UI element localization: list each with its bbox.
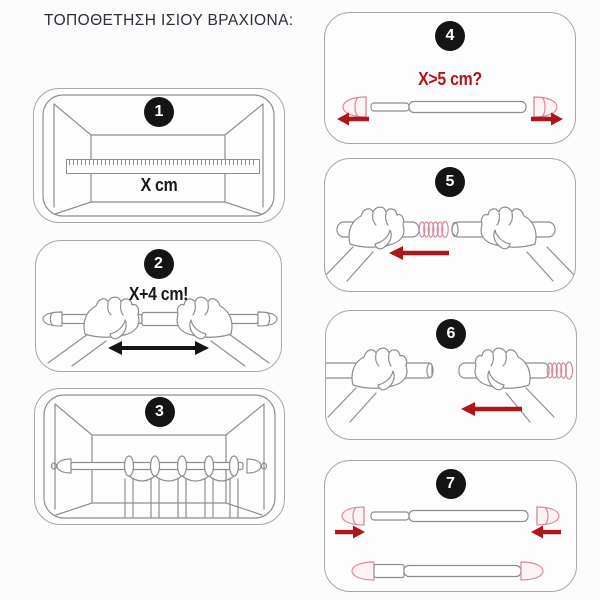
step-number-badge: 1: [144, 97, 174, 127]
step-panel-4: [324, 12, 576, 144]
spring-icon: [547, 362, 572, 379]
step-number-badge: 4: [435, 21, 465, 51]
ruler-icon: [66, 159, 260, 174]
page-title: ΤΟΠΟΘΕΤΗΣΗ ΙΣΙΟΥ ΒΡΑΧΙΟΝΑ:: [44, 12, 294, 29]
rod-thick-section: [409, 102, 526, 113]
step-panel-2: [35, 240, 282, 372]
red-arrow-left-icon: [389, 246, 449, 260]
right-end-cap: [537, 507, 559, 525]
step-panel-7: [324, 460, 577, 592]
rod-thick-section: [409, 511, 528, 522]
question-label: X>5 cm?: [418, 69, 482, 89]
rod-middle-sleeve: [142, 313, 182, 326]
left-end-cap: [342, 507, 364, 525]
left-end-cap-attached: [352, 562, 374, 580]
right-hand-icon: [481, 207, 536, 249]
right-end-cap-attached: [521, 562, 543, 580]
left-hand-icon: [352, 348, 407, 390]
rod-right-cap: [258, 312, 277, 326]
step-panel-5: [324, 158, 576, 292]
rod-thin-section: [371, 103, 409, 111]
right-hand-icon: [475, 348, 530, 390]
measure-label: X cm: [140, 175, 178, 195]
red-arrow-left-icon: [461, 402, 522, 416]
step-panel-1: [33, 88, 285, 223]
step-number-badge: 7: [436, 469, 466, 499]
step-number-badge: 3: [145, 397, 175, 427]
red-arrow-left-icon: [531, 526, 561, 539]
step-number-badge: 5: [435, 167, 465, 197]
curtain-folds: [125, 479, 238, 517]
forearm-lines: [325, 247, 575, 281]
step-number-badge: 2: [144, 249, 174, 279]
step-panel-3: [34, 388, 285, 525]
rod-thin-section: [371, 512, 409, 520]
assembled-rod: [352, 562, 543, 580]
forearm-lines: [328, 388, 554, 422]
rod-right-finial: [247, 459, 261, 473]
curtain-scallops: [129, 476, 234, 481]
spring-icon: [419, 222, 448, 238]
left-hand-icon: [349, 207, 404, 249]
step-panel-6: [325, 310, 577, 440]
rod-left-finial: [57, 459, 71, 473]
extend-label: X+4 cm!: [128, 284, 189, 304]
red-arrow-right-icon: [335, 526, 365, 539]
step-number-badge: 6: [436, 319, 466, 349]
double-arrow-icon: [108, 341, 209, 355]
rod-left-cap: [43, 312, 62, 326]
